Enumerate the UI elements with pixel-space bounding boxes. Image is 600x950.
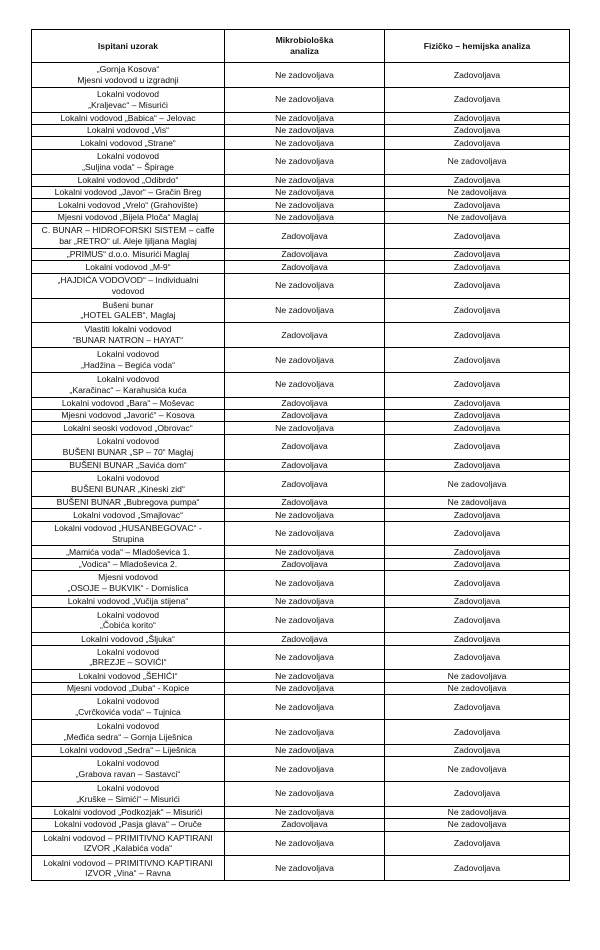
sample-name-line2: bar „RETRO“ ul. Aleje Ijiljana Maglaj: [59, 236, 197, 247]
sample-name-line1: Lokalni vodovod: [96, 88, 160, 99]
sample-name-line2: “BUNAR NATRON – HAYAT“: [72, 335, 184, 346]
table-row: [32, 372, 570, 397]
table-row: [32, 645, 570, 670]
sample-name-line1: Lokalni vodovod „Odibrdo“: [77, 174, 179, 185]
sample-cell: [32, 397, 225, 409]
table-row: [32, 422, 570, 434]
sample-name-line1: „Vodica“ – Mladoševica 2.: [78, 559, 178, 570]
sample-name-line1: Lokalni vodovod: [96, 150, 160, 161]
sample-cell: [32, 87, 225, 112]
sample-name-line1: Mjesni vodovod: [98, 572, 158, 583]
table-row: [32, 410, 570, 422]
physicochemical-result: Zadovoljava: [385, 298, 570, 323]
table-row: [32, 273, 570, 298]
physicochemical-result: Zadovoljava: [385, 459, 570, 471]
sample-cell: [32, 546, 225, 558]
sample-cell: [32, 149, 225, 174]
sample-cell: [32, 112, 225, 124]
sample-cell: [32, 695, 225, 720]
sample-name-line1: C. BUNAR – HIDROFORSKI SISTEM – caffe: [41, 225, 215, 236]
sample-name-line1: Lokalni vodovod „Podkozjak“ – Misurići: [53, 807, 203, 818]
sample-cell: [32, 558, 225, 570]
microbiological-result: Ne zadovoljava: [225, 682, 385, 694]
table-row: [32, 571, 570, 596]
sample-cell: [32, 434, 225, 459]
microbiological-result: Ne zadovoljava: [225, 422, 385, 434]
sample-name-line1: Lokalni vodovod „Bara“ – Moševac: [61, 398, 195, 409]
table-row: [32, 682, 570, 694]
microbiological-result: Ne zadovoljava: [225, 273, 385, 298]
physicochemical-result: Zadovoljava: [385, 744, 570, 756]
sample-cell: [32, 224, 225, 249]
microbiological-result: Ne zadovoljava: [225, 211, 385, 223]
sample-cell: [32, 186, 225, 198]
sample-name-line1: Lokalni vodovod „M-9“: [85, 261, 171, 272]
physicochemical-result: Zadovoljava: [385, 571, 570, 596]
physicochemical-result: Zadovoljava: [385, 112, 570, 124]
sample-cell: [32, 682, 225, 694]
table-row: [32, 719, 570, 744]
physicochemical-result: Ne zadovoljava: [385, 682, 570, 694]
sample-name-line2: „Kruške – Simići“ – Misurići: [76, 793, 180, 804]
sample-name-line1: BUŠENI BUNAR „Bubregova pumpa“: [56, 497, 200, 508]
table-row: [32, 472, 570, 497]
table-row: [32, 856, 570, 881]
sample-name-line2: „Čobića korito“: [100, 620, 156, 631]
sample-name-line1: Lokalni vodovod: [96, 436, 160, 447]
sample-name-line1: Lokalni vodovod: [96, 646, 160, 657]
sample-name-line2: Strupina: [111, 533, 144, 544]
sample-name-line1: Lokalni vodovod: [96, 758, 160, 769]
microbiological-result: Ne zadovoljava: [225, 831, 385, 856]
physicochemical-result: Zadovoljava: [385, 509, 570, 521]
table-row: [32, 819, 570, 831]
physicochemical-result: Zadovoljava: [385, 397, 570, 409]
sample-name-line1: Lokalni vodovod „Javor“ – Gračin Breg: [54, 187, 202, 198]
sample-cell: [32, 261, 225, 273]
microbiological-result: Ne zadovoljava: [225, 670, 385, 682]
microbiological-result: Zadovoljava: [225, 224, 385, 249]
sample-cell: [32, 422, 225, 434]
sample-cell: [32, 472, 225, 497]
table-row: [32, 112, 570, 124]
table-row: [32, 695, 570, 720]
sample-name-line1: Lokalni vodovod „ŠEHIĆI“: [78, 670, 178, 681]
sample-name-line2: „Grabova ravan – Sastavci“: [75, 769, 181, 780]
sample-name-line1: Lokalni vodovod „Strane“: [80, 137, 176, 148]
table-row: [32, 831, 570, 856]
sample-name-line1: „Gornja Kosova“: [96, 64, 160, 75]
microbiological-result: Zadovoljava: [225, 472, 385, 497]
microbiological-result: Zadovoljava: [225, 248, 385, 260]
microbiological-result: Ne zadovoljava: [225, 571, 385, 596]
microbiological-result: Ne zadovoljava: [225, 149, 385, 174]
sample-cell: [32, 831, 225, 856]
physicochemical-result: Zadovoljava: [385, 633, 570, 645]
table-row: [32, 224, 570, 249]
sample-cell: [32, 521, 225, 546]
microbiological-result: Zadovoljava: [225, 496, 385, 508]
sample-name-line1: Lokalni vodovod: [96, 473, 160, 484]
physicochemical-result: Zadovoljava: [385, 372, 570, 397]
microbiological-result: Ne zadovoljava: [225, 348, 385, 373]
physicochemical-result: Zadovoljava: [385, 87, 570, 112]
water-analysis-table: [31, 29, 570, 881]
microbiological-result: Ne zadovoljava: [225, 174, 385, 186]
table-row: [32, 670, 570, 682]
sample-cell: [32, 496, 225, 508]
sample-name-line2: „Hadžina – Begića voda“: [80, 359, 176, 370]
table-row: [32, 521, 570, 546]
sample-name-line1: Lokalni vodovod „Smajlovac“: [73, 509, 183, 520]
physicochemical-result: Ne zadovoljava: [385, 186, 570, 198]
sample-cell: [32, 323, 225, 348]
physicochemical-result: Zadovoljava: [385, 521, 570, 546]
physicochemical-result: Zadovoljava: [385, 174, 570, 186]
sample-cell: [32, 806, 225, 818]
sample-cell: [32, 596, 225, 608]
table-row: [32, 63, 570, 88]
sample-name-line1: BUŠENI BUNAR „Savića dom“: [69, 460, 187, 470]
table-row: [32, 211, 570, 223]
header-row: [32, 30, 570, 63]
sample-name-line1: Lokalni vodovod „HUSANBEGOVAC“ -: [54, 522, 202, 533]
sample-name-line2: „Karačinac“ – Karahusića kuća: [69, 384, 187, 395]
sample-name-line2: vodovod: [111, 285, 145, 296]
sample-name-line1: Lokalni vodovod: [96, 609, 160, 620]
sample-name-line1: Mjesni vodovod „Javorić“ – Kosova: [61, 410, 195, 421]
table-row: [32, 558, 570, 570]
sample-cell: [32, 571, 225, 596]
sample-cell: [32, 819, 225, 831]
sample-name-line2: „BREZJE – SOVIĆI“: [89, 657, 167, 668]
microbiological-result: Ne zadovoljava: [225, 596, 385, 608]
microbiological-result: Ne zadovoljava: [225, 645, 385, 670]
sample-name-line1: „Mamića voda“ – Mladoševica 1.: [66, 546, 190, 557]
sample-name-line1: Lokalni vodovod „Vrelo“ (Grahovište): [58, 199, 198, 210]
sample-name-line1: Mjesni vodovod „Duba“ - Kopice: [66, 683, 190, 694]
sample-name-line2: „HOTEL GALEB“, Maglaj: [80, 310, 176, 321]
microbiological-result: Ne zadovoljava: [225, 521, 385, 546]
physicochemical-result: Zadovoljava: [385, 410, 570, 422]
microbiological-result: Ne zadovoljava: [225, 199, 385, 211]
table-header: [32, 30, 570, 63]
sample-name-line1: Lokalni vodovod „Vis“: [86, 125, 169, 136]
microbiological-result: Ne zadovoljava: [225, 744, 385, 756]
sample-cell: [32, 298, 225, 323]
physicochemical-result: Zadovoljava: [385, 719, 570, 744]
sample-cell: [32, 670, 225, 682]
sample-name-line1: Lokalni vodovod – PRIMITIVNO KAPTIRANI: [43, 857, 213, 868]
microbiological-result: Ne zadovoljava: [225, 509, 385, 521]
microbiological-result: Zadovoljava: [225, 558, 385, 570]
sample-name-line1: Lokalni vodovod „Babica“ – Jelovac: [60, 112, 196, 123]
sample-cell: [32, 410, 225, 422]
microbiological-result: Zadovoljava: [225, 459, 385, 471]
sample-name-line2: „Međića sedra“ – Gornja Liješnica: [63, 731, 193, 742]
sample-name-line2: „OSOJE – BUKVIK“ - Domislica: [67, 583, 189, 594]
physicochemical-result: Zadovoljava: [385, 224, 570, 249]
sample-name-line1: Lokalni seoski vodovod „Obrovac“: [63, 422, 193, 433]
table-row: [32, 248, 570, 260]
sample-name-line1: „PRIMUS“ d.o.o. Misurići Maglaj: [66, 249, 190, 260]
sample-cell: [32, 781, 225, 806]
microbiological-result: Zadovoljava: [225, 261, 385, 273]
sample-name-line2: BUŠENI BUNAR „Kineski zid“: [71, 483, 185, 494]
microbiological-result: Zadovoljava: [225, 434, 385, 459]
table-row: [32, 546, 570, 558]
table-body: [32, 63, 570, 881]
table-row: [32, 137, 570, 149]
microbiological-result: Ne zadovoljava: [225, 372, 385, 397]
sample-name-line2: Mjesni vodovod u izgradnji: [77, 74, 179, 85]
physicochemical-result: Ne zadovoljava: [385, 496, 570, 508]
sample-name-line1: Mjesni vodovod „Bijela Ploča“ Maglaj: [57, 212, 199, 223]
microbiological-result: Ne zadovoljava: [225, 856, 385, 881]
sample-name-line2: „Suljina voda“ – Špirage: [82, 161, 174, 172]
physicochemical-result: Zadovoljava: [385, 248, 570, 260]
sample-cell: [32, 744, 225, 756]
microbiological-result: Ne zadovoljava: [225, 719, 385, 744]
physicochemical-result: Zadovoljava: [385, 261, 570, 273]
microbiological-result: Ne zadovoljava: [225, 546, 385, 558]
sample-cell: [32, 608, 225, 633]
table-row: [32, 459, 570, 471]
table-row: [32, 199, 570, 211]
table-row: [32, 397, 570, 409]
microbiological-result: Ne zadovoljava: [225, 63, 385, 88]
sample-name-line1: Lokalni vodovod „Šljuka“: [81, 633, 175, 644]
table-row: [32, 124, 570, 136]
microbiological-result: Ne zadovoljava: [225, 781, 385, 806]
microbiological-result: Ne zadovoljava: [225, 695, 385, 720]
header-sample: [32, 30, 225, 63]
microbiological-result: Zadovoljava: [225, 397, 385, 409]
sample-name-line1: „HAJDIĆA VODOVOD“ – Individualni: [57, 274, 199, 285]
header-physicochemical: [385, 30, 570, 63]
physicochemical-result: Ne zadovoljava: [385, 472, 570, 497]
header-sample-label: Ispitani uzorak: [97, 40, 159, 51]
physicochemical-result: Zadovoljava: [385, 137, 570, 149]
microbiological-result: Ne zadovoljava: [225, 298, 385, 323]
table-row: [32, 186, 570, 198]
physicochemical-result: Ne zadovoljava: [385, 211, 570, 223]
physicochemical-result: Zadovoljava: [385, 781, 570, 806]
physicochemical-result: Zadovoljava: [385, 124, 570, 136]
table-row: [32, 633, 570, 645]
table-row: [32, 509, 570, 521]
sample-name-line2: „Cvrčkovića voda“ – Tujnica: [75, 707, 181, 718]
physicochemical-result: Zadovoljava: [385, 558, 570, 570]
sample-cell: [32, 459, 225, 471]
physicochemical-result: Ne zadovoljava: [385, 819, 570, 831]
physicochemical-result: Zadovoljava: [385, 422, 570, 434]
header-microbiological: [225, 30, 385, 63]
physicochemical-result: Zadovoljava: [385, 434, 570, 459]
sample-cell: [32, 757, 225, 782]
table-row: [32, 434, 570, 459]
sample-cell: [32, 174, 225, 186]
sample-name-line1: Lokalni vodovod: [96, 374, 160, 385]
physicochemical-result: Zadovoljava: [385, 323, 570, 348]
physicochemical-result: Zadovoljava: [385, 695, 570, 720]
sample-name-line1: Lokalni vodovod „Vučija stijena“: [67, 596, 189, 607]
physicochemical-result: Zadovoljava: [385, 645, 570, 670]
sample-cell: [32, 124, 225, 136]
microbiological-result: Ne zadovoljava: [225, 137, 385, 149]
physicochemical-result: Zadovoljava: [385, 831, 570, 856]
sample-name-line1: Lokalni vodovod „Sedra“ – Liješnica: [59, 745, 197, 756]
sample-cell: [32, 372, 225, 397]
table-row: [32, 174, 570, 186]
microbiological-result: Zadovoljava: [225, 819, 385, 831]
sample-cell: [32, 273, 225, 298]
table-row: [32, 348, 570, 373]
sample-cell: [32, 856, 225, 881]
sample-name-line1: Bušeni bunar: [102, 299, 154, 310]
sample-name-line1: Lokalni vodovod: [96, 783, 160, 794]
table-row: [32, 261, 570, 273]
sample-cell: [32, 719, 225, 744]
header-micro-line2: analiza: [290, 46, 319, 56]
microbiological-result: Zadovoljava: [225, 323, 385, 348]
header-micro-line1: Mikrobiološka: [275, 35, 334, 45]
physicochemical-result: Zadovoljava: [385, 199, 570, 211]
microbiological-result: Ne zadovoljava: [225, 757, 385, 782]
sample-name-line2: IZVOR „Vina“ – Ravna: [85, 868, 171, 879]
microbiological-result: Zadovoljava: [225, 633, 385, 645]
physicochemical-result: Zadovoljava: [385, 856, 570, 881]
sample-name-line2: „Kraljevac“ – Misurići: [88, 99, 168, 110]
microbiological-result: Ne zadovoljava: [225, 112, 385, 124]
table-row: [32, 781, 570, 806]
table-row: [32, 596, 570, 608]
sample-cell: [32, 248, 225, 260]
sample-name-line1: Lokalni vodovod „Pasja glava“ – Oruče: [54, 819, 202, 830]
sample-cell: [32, 211, 225, 223]
microbiological-result: Ne zadovoljava: [225, 186, 385, 198]
table-row: [32, 298, 570, 323]
physicochemical-result: Ne zadovoljava: [385, 670, 570, 682]
physicochemical-result: Ne zadovoljava: [385, 149, 570, 174]
physicochemical-result: Ne zadovoljava: [385, 806, 570, 818]
microbiological-result: Ne zadovoljava: [225, 806, 385, 818]
microbiological-result: Zadovoljava: [225, 410, 385, 422]
table-row: [32, 87, 570, 112]
table-row: [32, 806, 570, 818]
sample-cell: [32, 63, 225, 88]
table-row: [32, 757, 570, 782]
microbiological-result: Ne zadovoljava: [225, 87, 385, 112]
sample-name-line1: Lokalni vodovod: [96, 349, 160, 360]
table-row: [32, 323, 570, 348]
physicochemical-result: Zadovoljava: [385, 596, 570, 608]
sample-name-line1: Lokalni vodovod: [96, 696, 160, 707]
physicochemical-result: Zadovoljava: [385, 546, 570, 558]
sample-name-line1: Lokalni vodovod – PRIMITIVNO KAPTIRANI: [43, 832, 213, 843]
physicochemical-result: Zadovoljava: [385, 63, 570, 88]
physicochemical-result: Zadovoljava: [385, 273, 570, 298]
table-row: [32, 496, 570, 508]
microbiological-result: Ne zadovoljava: [225, 608, 385, 633]
sample-cell: [32, 633, 225, 645]
table-row: [32, 149, 570, 174]
microbiological-result: Ne zadovoljava: [225, 124, 385, 136]
header-physchem-label: Fizičko – hemijska analiza: [423, 40, 531, 51]
sample-cell: [32, 348, 225, 373]
sample-cell: [32, 199, 225, 211]
table-row: [32, 744, 570, 756]
sample-cell: [32, 645, 225, 670]
physicochemical-result: Zadovoljava: [385, 348, 570, 373]
sample-name-line2: BUŠENI BUNAR „SP – 70“ Maglaj: [62, 446, 194, 457]
physicochemical-result: Zadovoljava: [385, 608, 570, 633]
sample-cell: [32, 509, 225, 521]
sample-cell: [32, 137, 225, 149]
physicochemical-result: Ne zadovoljava: [385, 757, 570, 782]
sample-name-line1: Vlastiti lokalni vodovod: [84, 324, 172, 335]
sample-name-line2: IZVOR „Kalabića voda“: [83, 843, 173, 854]
table-row: [32, 608, 570, 633]
sample-name-line1: Lokalni vodovod: [96, 721, 160, 732]
